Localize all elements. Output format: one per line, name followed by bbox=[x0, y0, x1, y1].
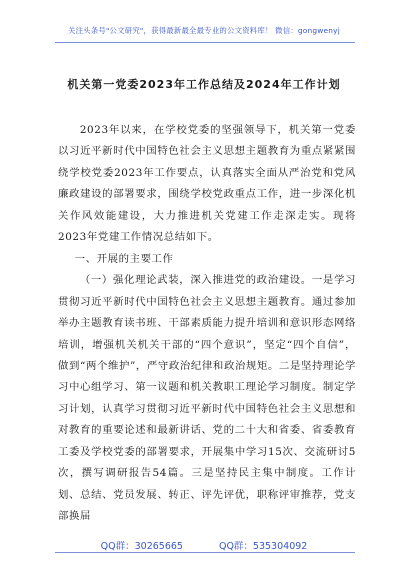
header-banner[interactable]: 关注头条号"公文研究"，获得最新最全最专业的公文资料库！ 微信：gongwenyj bbox=[68, 26, 340, 35]
qq-group-1[interactable]: QQ群：30265665 bbox=[100, 541, 183, 552]
qq-group-2[interactable]: QQ群：535304092 bbox=[218, 541, 308, 552]
header-divider bbox=[55, 42, 355, 43]
document-body bbox=[58, 120, 356, 528]
body-paragraph: （一）强化理论武装，深入推进党的政治建设。一是学习贯彻习近平新时代中国特色社会主义思想主题教育。通过参加举办主题教育读书班、干部素质能力提升培训和意识形态网络培训，增强机关机关干部的“四个意识”，坚定“四个自信”，做到“两个维护”，严守政治纪律和政治规矩。二是坚持理论学习中心组学习、第一议题和机关教职工理论学习制度。制定学习计划，认真学习贯彻习近平新时代中国特色社会主义思想和对教育的重要论述和最新讲话、党的二十大和省委、省委教育工委及学校党委的部署要求，开展集中学习15次、交流研讨5次，撰写调研报告54篇。三是坚持民主集中制度。工作计划、总结、党员发展、转正、评先评优，职称评审推荐，党支部换届 bbox=[58, 274, 356, 523]
document-title: 机关第一党委2023年工作总结及2024年工作计划 bbox=[67, 78, 341, 91]
section-heading: 一、开展的主要工作 bbox=[74, 252, 174, 265]
intro-paragraph: 2023年以来，在学校党委的坚强领导下，机关第一党委以习近平新时代中国特色社会主义思想主题教育为重点紧紧围绕学校党委2023年工作要点，认真落实全面从严治党和党风廉政建设的部署要求，围绕学校党政重点工作，进一步深化机关作风效能建设，大力推进机关党建工作走深走实。现将2023年党建工作情况总结如下。 bbox=[58, 124, 356, 244]
footer-divider bbox=[55, 552, 355, 553]
footer-qq-groups bbox=[0, 538, 408, 552]
